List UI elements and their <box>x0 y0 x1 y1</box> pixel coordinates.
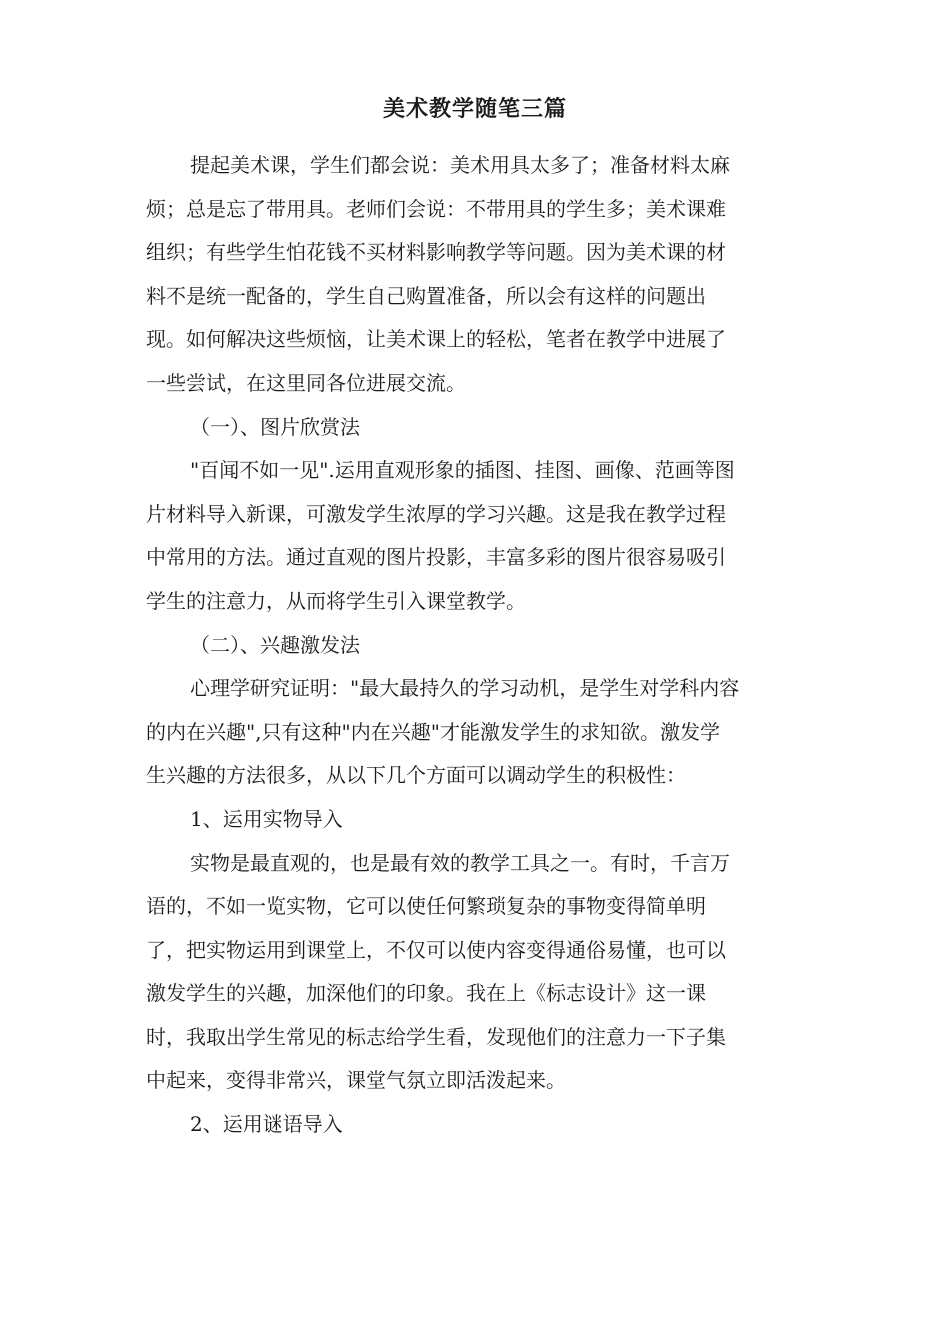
text-line: 学生的注意力，从而将学生引入课堂教学。 <box>146 588 526 613</box>
text-line: 组织；有些学生怕花钱不买材料影响教学等问题。因为美术课的材 <box>146 240 726 265</box>
text-line: 中起来，变得非常兴，课堂气氛立即活泼起来。 <box>146 1068 566 1093</box>
document-body <box>146 144 810 1147</box>
text-line: 心理学研究证明："最大最持久的学习动机，是学生对学科内容 <box>190 676 740 701</box>
text-line: 激发学生的兴趣，加深他们的印象。我在上《标志设计》这一课 <box>146 981 706 1006</box>
text-line: （二）、兴趣激发法 <box>190 632 360 657</box>
text-line: 烦；总是忘了带用具。老师们会说：不带用具的学生多；美术课难 <box>146 196 726 221</box>
text-line: 实物是最直观的，也是最有效的教学工具之一。有时，千言万 <box>190 850 730 875</box>
text-line: 时，我取出学生常见的标志给学生看，发现他们的注意力一下子集 <box>146 1024 726 1049</box>
text-line: 片材料导入新课，可激发学生浓厚的学习兴趣。这是我在教学过程 <box>146 501 726 526</box>
text-line: 1、运用实物导入 <box>190 806 343 831</box>
text-line: （一）、图片欣赏法 <box>190 414 360 439</box>
text-line: 提起美术课，学生们都会说：美术用具太多了；准备材料太麻 <box>190 153 730 177</box>
text-line: 中常用的方法。通过直观的图片投影，丰富多彩的图片很容易吸引 <box>146 545 726 570</box>
text-line: 了，把实物运用到课堂上，不仅可以使内容变得通俗易懂，也可以 <box>146 937 726 962</box>
text-line: 2、运用谜语导入 <box>190 1112 343 1137</box>
text-line: 生兴趣的方法很多，从以下几个方面可以调动学生的积极性： <box>146 763 686 788</box>
document-title: 美术教学随笔三篇 <box>382 96 567 122</box>
text-line: "百闻不如一见".运用直观形象的插图、挂图、画像、范画等图 <box>190 458 735 483</box>
text-line: 一些尝试，在这里同各位进展交流。 <box>146 370 466 395</box>
text-line: 现。如何解决这些烦恼，让美术课上的轻松，笔者在教学中进展了 <box>146 327 726 352</box>
text-line: 的内在兴趣",只有这种"内在兴趣"才能激发学生的求知欲。激发学 <box>146 719 720 744</box>
text-line: 料不是统一配备的，学生自己购置准备，所以会有这样的问题出 <box>146 283 706 308</box>
text-line: 语的，不如一览实物，它可以使任何繁琐复杂的事物变得简单明 <box>146 894 706 919</box>
